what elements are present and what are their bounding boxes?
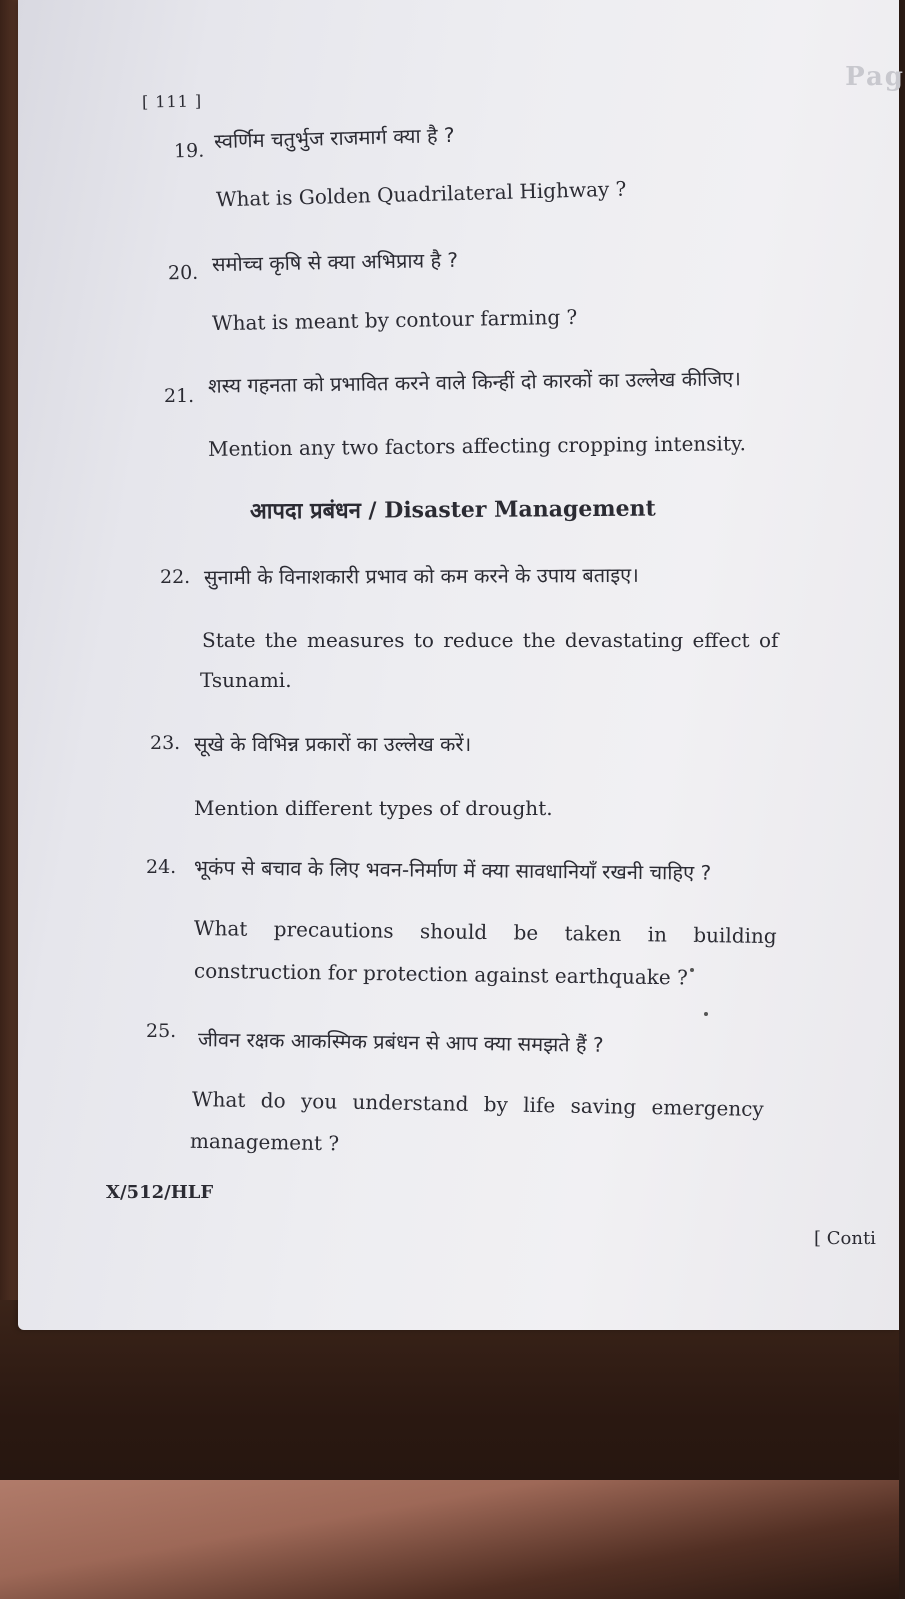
- question-20-english: What is meant by contour farming ?: [211, 304, 578, 336]
- question-23-number: 23.: [150, 732, 181, 754]
- question-25-number: 25.: [146, 1020, 177, 1042]
- question-24-english-line1: What precautions should be taken in building: [193, 915, 777, 949]
- question-25-hindi: जीवन रक्षक आकस्मिक प्रबंधन से आप क्या समझते हैं ?: [197, 1027, 604, 1057]
- stray-dot: [690, 968, 694, 972]
- question-24-hindi: भूकंप से बचाव के लिए भवन-निर्माण में क्या सावधानियाँ रखनी चाहिए ?: [193, 855, 712, 885]
- section-heading: आपदा प्रबंधन / Disaster Management: [249, 495, 656, 525]
- footer-code: X/512/HLF: [106, 1182, 214, 1203]
- question-23-hindi: सूखे के विभिन्न प्रकारों का उल्लेख करें।: [194, 732, 472, 756]
- question-24-number: 24.: [146, 856, 177, 878]
- question-21-number: 21.: [164, 385, 195, 407]
- question-19-number: 19.: [173, 139, 205, 163]
- question-22-english-line2: Tsunami.: [200, 668, 292, 692]
- question-20-number: 20.: [167, 261, 199, 285]
- question-25-english-line1: What do you understand by life saving emergency: [191, 1087, 764, 1121]
- question-24-english-line2: construction for protection against earthquake ?: [193, 958, 688, 990]
- question-20-hindi: समोच्च कृषि से क्या अभिप्राय है ?: [211, 247, 459, 277]
- stray-dot: [704, 1012, 708, 1016]
- continued-marker: [ Conti: [814, 1228, 876, 1249]
- exam-paper-sheet: [18, 0, 905, 1330]
- question-22-number: 22.: [160, 566, 191, 588]
- question-21-hindi: शस्य गहनता को प्रभावित करने वाले किन्हीं दो कारकों का उल्लेख कीजिए।: [207, 366, 742, 398]
- question-22-hindi: सुनामी के विनाशकारी प्रभाव को कम करने के उपाय बताइए।: [203, 562, 639, 590]
- background-cloth: [0, 1480, 899, 1599]
- corner-page-mark: Pag: [845, 62, 905, 92]
- question-21-english: Mention any two factors affecting cropping intensity.: [207, 431, 747, 461]
- question-23-english: Mention different types of drought.: [194, 796, 553, 820]
- question-19-hindi: स्वर्णिम चतुर्भुज राजमार्ग क्या है ?: [213, 122, 455, 154]
- page-marker: [ 111 ]: [141, 91, 203, 112]
- question-22-english-line1: State the measures to reduce the devastating effect of: [202, 628, 779, 652]
- question-25-english-line2: management ?: [189, 1128, 340, 1156]
- question-19-english: What is Golden Quadrilateral Highway ?: [215, 176, 627, 212]
